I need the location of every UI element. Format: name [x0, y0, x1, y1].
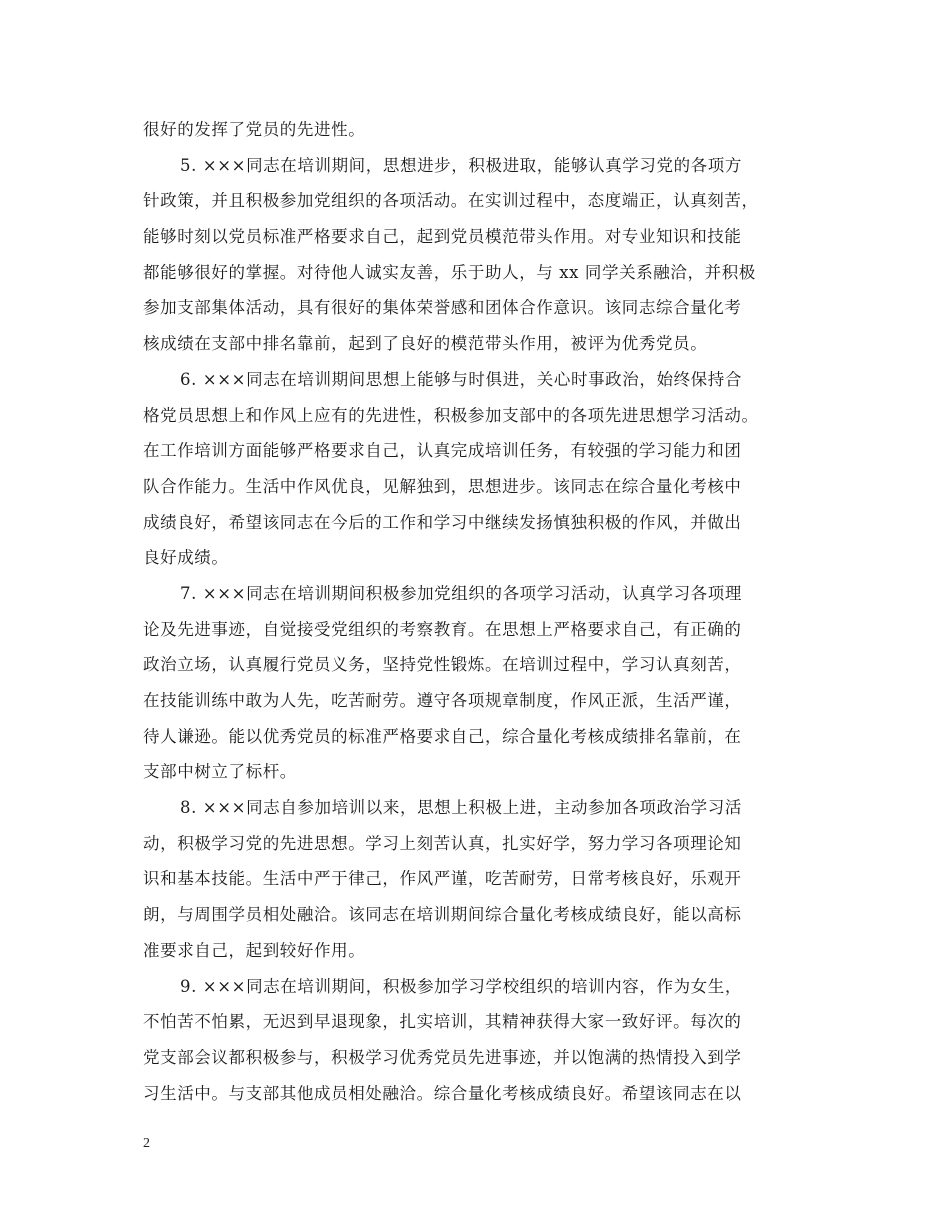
text-line: 准要求自己，起到较好作用。 — [143, 940, 366, 960]
text-line: 不怕苦不怕累，无迟到早退现象，扎实培训，其精神获得大家一致好评。每次的 — [143, 1012, 742, 1032]
text-line: 在技能训练中敢为人先，吃苦耐劳。遵守各项规章制度，作风正派，生活严谨， — [143, 691, 742, 710]
paragraph-5-start: 5. ×××同志在培训期间，思想进步，积极进取，能够认真学习党的各项方 — [180, 155, 742, 175]
text-line: 参加支部集体活动，具有很好的集体荣誉感和团体合作意识。该同志综合量化考 — [143, 298, 742, 318]
paragraph-6-start: 6. ×××同志在培训期间思想上能够与时俱进，关心时事政治，始终保持合 — [180, 369, 742, 389]
paragraph-7-start: 7. ×××同志在培训期间积极参加党组织的各项学习活动，认真学习各项理 — [180, 583, 742, 603]
text-line: 支部中树立了标杆。 — [143, 762, 297, 782]
text-line: 能够时刻以党员标准严格要求自己，起到党员模范带头作用。对专业知识和技能 — [143, 227, 742, 247]
text-line: 政治立场，认真履行党员义务，坚持党性锻炼。在培训过程中，学习认真刻苦， — [143, 655, 742, 675]
text-line: 格党员思想上和作风上应有的先进性，积极参加支部中的各项先进思想学习活动。 — [143, 405, 759, 425]
text-line: 识和基本技能。生活中严于律己，作风严谨，吃苦耐劳，日常考核良好，乐观开 — [143, 869, 742, 889]
paragraph-8-start: 8. ×××同志自参加培训以来，思想上积极上进，主动参加各项政治学习活 — [180, 798, 742, 818]
text-line: 朗，与周围学员相处融洽。该同志在培训期间综合量化考核成绩良好，能以高标 — [143, 905, 742, 925]
text-line: 在工作培训方面能够严格要求自己，认真完成培训任务，有较强的学习能力和团 — [143, 441, 742, 461]
text-line: 党支部会议都积极参与，积极学习优秀党员先进事迹，并以饱满的热情投入到学 — [143, 1047, 742, 1067]
text-line: 良好成绩。 — [143, 548, 229, 568]
text-line: 动，积极学习党的先进思想。学习上刻苦认真，扎实好学，努力学习各项理论知 — [143, 833, 742, 853]
text-line: 针政策，并且积极参加党组织的各项活动。在实训过程中，态度端正，认真刻苦， — [143, 191, 759, 211]
text-line: 成绩良好，希望该同志在今后的工作和学习中继续发扬慎独积极的作风，并做出 — [143, 512, 742, 532]
page-number: 2 — [143, 1136, 150, 1151]
text-line: 核成绩在支部中排名靠前，起到了良好的模范带头作用，被评为优秀党员。 — [143, 334, 708, 354]
text-line: 队合作能力。生活中作风优良，见解独到，思想进步。该同志在综合量化考核中 — [143, 476, 742, 496]
text-line: 待人谦逊。能以优秀党员的标准严格要求自己，综合量化考核成绩排名靠前，在 — [143, 726, 742, 746]
text-line: 习生活中。与支部其他成员相处融洽。综合量化考核成绩良好。希望该同志在以 — [143, 1083, 742, 1103]
text-line: 论及先进事迹，自觉接受党组织的考察教育。在思想上严格要求自己，有正确的 — [143, 619, 742, 639]
document-body — [143, 112, 813, 1111]
paragraph-9-start: 9. ×××同志在培训期间，积极参加学习学校组织的培训内容，作为女生， — [180, 976, 742, 996]
text-line: 很好的发挥了党员的先进性。 — [143, 120, 366, 139]
text-line: 都能够很好的掌握。对待他人诚实友善，乐于助人，与 xx 同学关系融洽，并积极 — [143, 262, 756, 282]
